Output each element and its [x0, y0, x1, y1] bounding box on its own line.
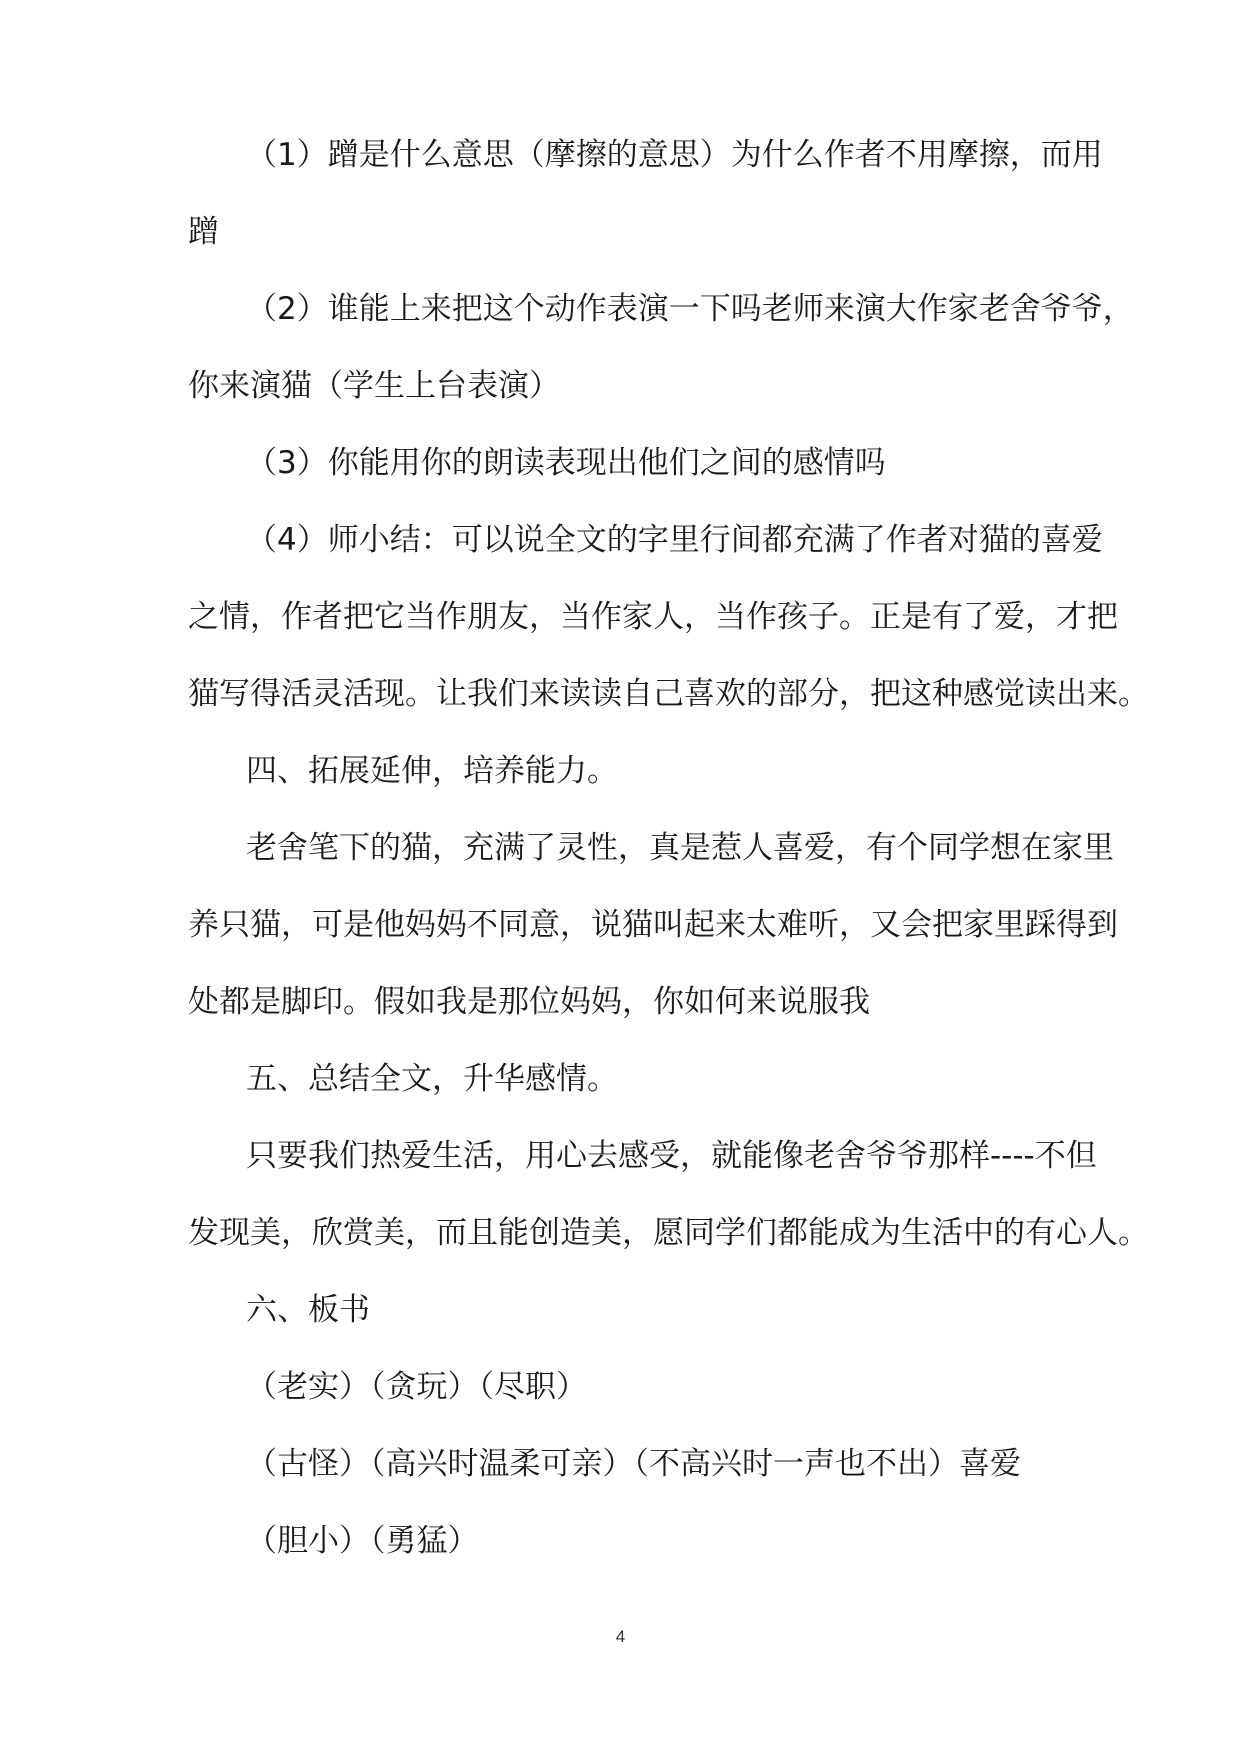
paragraph-line: 蹭 [188, 214, 219, 250]
paragraph-3 [188, 425, 1058, 502]
paragraph-line: 之情，作者把它当作朋友，当作家人，当作孩子。正是有了爱，才把 [188, 599, 1118, 635]
paragraph-line: 发现美，欣赏美，而且能创造美，愿同学们都能成为生活中的有心人。 [188, 1215, 1149, 1251]
section-heading: 五、总结全文，升华感情。 [246, 1061, 618, 1097]
section-heading-5 [188, 1041, 1058, 1118]
paragraph-line: 老舍笔下的猫，充满了灵性，真是惹人喜爱，有个同学想在家里 [246, 830, 1114, 866]
section-heading: 六、板书 [246, 1292, 370, 1328]
paragraph-line: 养只猫，可是他妈妈不同意，说猫叫起来太难听，又会把家里踩得到 [188, 907, 1118, 943]
section-heading: 四、拓展延伸，培养能力。 [246, 753, 618, 789]
paragraph-4 [188, 502, 1149, 733]
section-heading-6 [188, 1272, 1058, 1349]
page-number: 4 [615, 1627, 626, 1646]
paragraph-line: （老实）（贪玩）（尽职） [246, 1369, 587, 1405]
paragraph-line: 处都是脚印。假如我是那位妈妈，你如何来说服我 [188, 984, 870, 1020]
paragraph-line: 猫写得活灵活现。让我们来读读自己喜欢的部分，把这种感觉读出来。 [188, 676, 1149, 712]
board-line-2 [188, 1426, 1058, 1503]
board-line-3 [188, 1503, 1058, 1580]
paragraph-line: （1）蹭是什么意思（摩擦的意思）为什么作者不用摩擦，而用 [246, 137, 1103, 173]
paragraph-line: （古怪）（高兴时温柔可亲）（不高兴时一声也不出）喜爱 [246, 1446, 1021, 1482]
paragraph-line: 你来演猫（学生上台表演） [188, 368, 560, 404]
paragraph-6 [188, 1118, 1149, 1272]
section-heading-4 [188, 733, 1058, 810]
paragraph-5 [188, 810, 1118, 1041]
paragraph-line: （3）你能用你的朗读表现出他们之间的感情吗 [246, 445, 886, 481]
paragraph-line: （4）师小结：可以说全文的字里行间都充满了作者对猫的喜爱 [246, 522, 1103, 558]
paragraph-2 [188, 271, 1134, 425]
paragraph-line: （2）谁能上来把这个动作表演一下吗老师来演大作家老舍爷爷， [246, 291, 1134, 327]
paragraph-1 [188, 117, 1103, 271]
paragraph-line: （胆小）（勇猛） [246, 1523, 479, 1559]
paragraph-line: 只要我们热爱生活，用心去感受，就能像老舍爷爷那样----不但 [246, 1138, 1097, 1174]
board-line-1 [188, 1349, 1058, 1426]
